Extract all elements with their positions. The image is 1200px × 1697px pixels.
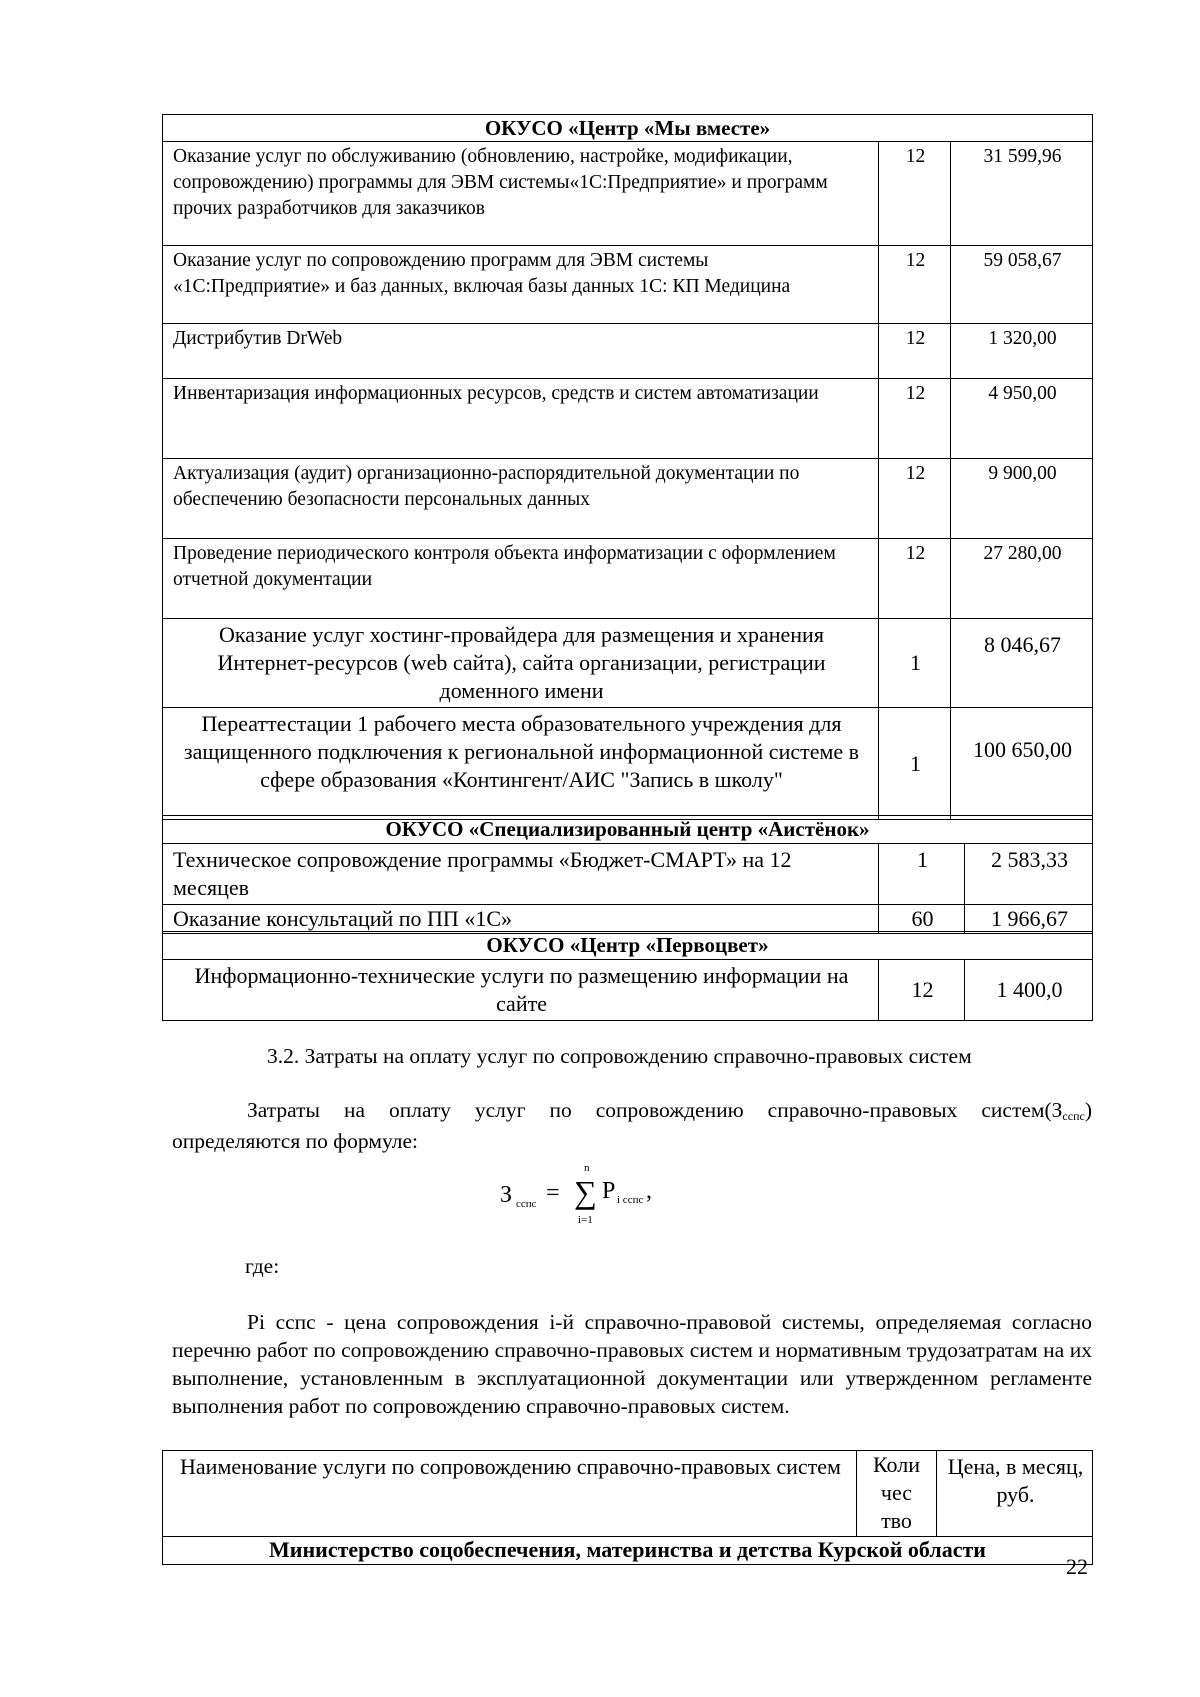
service-name: Проведение периодического контроля объекта информатизации с оформлением отчетной документации [163, 539, 879, 619]
table-row [163, 539, 1093, 619]
costs-table-section-1 [162, 114, 1093, 820]
table-row [163, 142, 1093, 246]
quantity: 12 [879, 142, 951, 246]
price: 31 599,96 [951, 142, 1093, 246]
formula-term: P [602, 1178, 616, 1204]
formula-lhs-subscript: сспс [516, 1198, 537, 1210]
costs-table-section-3 [162, 931, 1093, 1021]
column-header-quantity: Коли чес тво [857, 1451, 937, 1537]
sum-symbol: ∑ [574, 1174, 597, 1210]
sum-lower-limit: i=1 [578, 1214, 593, 1226]
price: 2 583,33 [965, 844, 1093, 905]
price: 59 058,67 [951, 246, 1093, 324]
price: 8 046,67 [951, 619, 1093, 708]
legal-systems-table [162, 1450, 1093, 1565]
table-row [163, 379, 1093, 459]
paragraph-text-end: ) определяются по формуле: [172, 1098, 1092, 1153]
subscript: сспс [1062, 1109, 1085, 1123]
org-header: ОКУСО «Центр «Первоцвет» [163, 932, 1093, 960]
quantity: 12 [879, 539, 951, 619]
table-row [163, 246, 1093, 324]
formula-term-subscript: i сспс [617, 1194, 644, 1206]
costs-table-section-2 [162, 815, 1093, 934]
quantity: 60 [879, 905, 965, 934]
section-heading: 3.2. Затраты на оплату услуг по сопровождению справочно-правовых систем [267, 1044, 972, 1068]
sum-upper-limit: n [584, 1162, 590, 1174]
org-header: ОКУСО «Центр «Мы вместе» [163, 115, 1093, 142]
quantity: 1 [879, 619, 951, 708]
price: 1 400,0 [965, 960, 1093, 1021]
quantity: 1 [879, 708, 951, 820]
org-header: ОКУСО «Специализированный центр «Аистёнок» [163, 816, 1093, 844]
service-name: Инвентаризация информационных ресурсов, средств и систем автоматизации [163, 379, 879, 459]
formula-lhs: З [500, 1182, 513, 1208]
where-label: где: [245, 1254, 280, 1278]
table-row [163, 905, 1093, 934]
column-header-price: Цена, в месяц, руб. [937, 1451, 1093, 1537]
cost-formula [500, 1162, 680, 1232]
price: 4 950,00 [951, 379, 1093, 459]
org-header: Министерство соцобеспечения, материнства и детства Курской области [163, 1537, 1093, 1565]
service-name: Оказание консультаций по ПП «1С» [163, 905, 879, 934]
service-name: Оказание услуг хостинг-провайдера для размещения и хранения Интернет-ресурсов (web сайта), сайта организации, регистрации доменного имени [163, 619, 879, 708]
service-name: Дистрибутив DrWeb [163, 324, 879, 379]
service-name: Информационно-технические услуги по размещению информации на сайте [163, 960, 879, 1021]
quantity: 12 [879, 960, 965, 1021]
table-row [163, 960, 1093, 1021]
table-row [163, 459, 1093, 539]
formula-equals: = [546, 1180, 560, 1206]
quantity: 12 [879, 379, 951, 459]
formula-comma: , [646, 1178, 652, 1204]
table-row [163, 324, 1093, 379]
page-number: 22 [1066, 1554, 1088, 1579]
service-name: Переаттестации 1 рабочего места образовательного учреждения для защищенного подключения к региональной информационной системе в сфере образования «Контингент/АИС "Запись в школу" [163, 708, 879, 820]
definition-paragraph: Pi сспс - цена сопровождения i-й справочно-правовой системы, определяемая согласно перечню работ по сопровождению справочно-правовых систем и нормативным трудозатратам на их выполнение, установленным в эксплуатационной документации или утвержденном регламенте выполнения работ по сопровождению справочно-правовых систем. [172, 1310, 1092, 1418]
table-row [163, 619, 1093, 708]
price: 1 966,67 [965, 905, 1093, 934]
service-name: Актуализация (аудит) организационно-распорядительной документации по обеспечению безопасности персональных данных [163, 459, 879, 539]
quantity: 1 [879, 844, 965, 905]
quantity: 12 [879, 324, 951, 379]
price: 27 280,00 [951, 539, 1093, 619]
column-header-name: Наименование услуги по сопровождению справочно-правовых систем [163, 1451, 857, 1537]
price: 9 900,00 [951, 459, 1093, 539]
table-row [163, 844, 1093, 905]
price: 1 320,00 [951, 324, 1093, 379]
formula-intro-paragraph [172, 1096, 1092, 1155]
service-name: Техническое сопровождение программы «Бюджет-СМАРТ» на 12 месяцев [163, 844, 879, 905]
service-name: Оказание услуг по обслуживанию (обновлению, настройке, модификации, сопровождению) программы для ЭВМ системы«1С:Предприятие» и программ прочих разработчиков для заказчиков [163, 142, 879, 246]
table-row [163, 708, 1093, 820]
service-name: Оказание услуг по сопровождению программ для ЭВМ системы «1С:Предприятие» и баз данных, включая базы данных 1С: КП Медицина [163, 246, 879, 324]
paragraph-text: Затраты на оплату услуг по сопровождению справочно-правовых систем(З [247, 1098, 1063, 1122]
price: 100 650,00 [951, 708, 1093, 820]
quantity: 12 [879, 459, 951, 539]
quantity: 12 [879, 246, 951, 324]
